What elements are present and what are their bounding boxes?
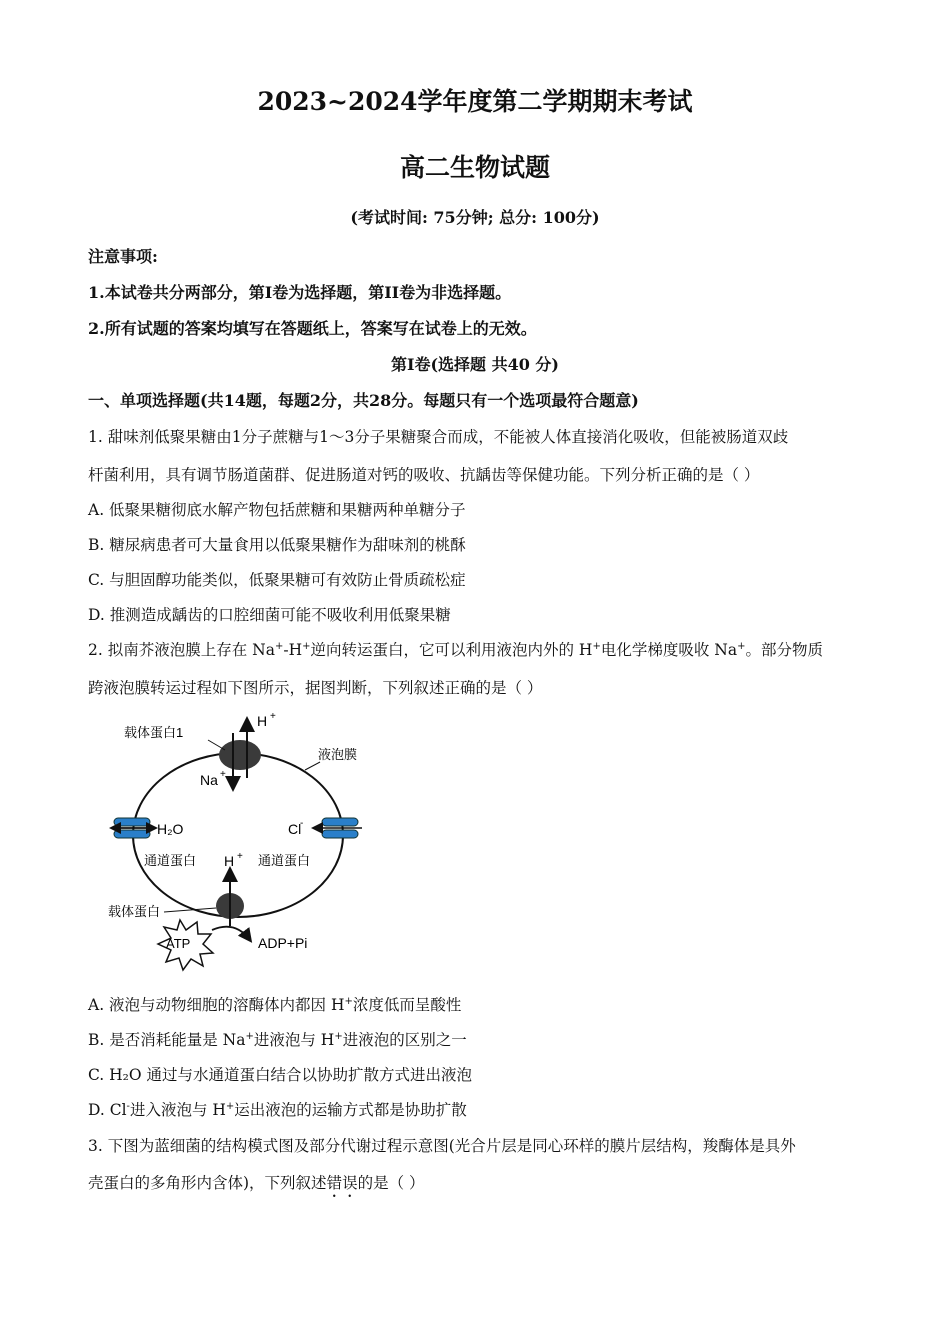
svg-text:+: +	[270, 711, 276, 722]
notice-item-2: 2.所有试题的答案均填写在答题纸上，答案写在试卷上的无效。	[88, 319, 537, 338]
h2o-label: H₂O	[157, 821, 184, 837]
vacuole-transport-diagram	[100, 708, 380, 978]
q1-option-c: C. 与胆固醇功能类似，低聚果糖可有效防止骨质疏松症	[88, 571, 466, 589]
q2-option-c: C. H₂O 通过与水通道蛋白结合以协助扩散方式进出液泡	[88, 1066, 473, 1084]
na-plus: Na	[200, 772, 218, 788]
atp-label: ATP	[166, 936, 191, 951]
q1-option-d: D. 推测造成龋齿的口腔细菌可能不吸收利用低聚果糖	[88, 606, 451, 624]
q2-stem-line2: 跨液泡膜转运过程如下图所示，据图判断，下列叙述正确的是（ ）	[88, 679, 543, 697]
q3-stem-line2: 壳蛋白的多角形内含体)，下列叙述错误的是（ ）	[88, 1174, 425, 1192]
q2-stem-line1: 2. 拟南芥液泡膜上存在 Na+-H+逆向转运蛋白，它可以利用液泡内外的 H+电化学梯度吸收 Na+。部分物质	[88, 640, 823, 659]
svg-text:+: +	[220, 769, 226, 780]
q3-emphasis: 错误	[326, 1174, 358, 1192]
carrier-protein-1-label: 载体蛋白1	[124, 725, 184, 740]
q2-option-b: B. 是否消耗能量是 Na+进液泡与 H+进液泡的区别之一	[88, 1030, 467, 1049]
group-title: 一、单项选择题(共14题，每题2分，共28分。每题只有一个选项最符合题意)	[88, 391, 639, 410]
q2-option-a: A. 液泡与动物细胞的溶酶体内都因 H+浓度低而呈酸性	[88, 995, 462, 1014]
cl-channel-upper	[322, 818, 358, 826]
exam-info: (考试时间: 75分钟; 总分: 100分)	[350, 208, 600, 227]
part-title: 第I卷(选择题 共40 分)	[390, 355, 560, 374]
channel-right-label: 通道蛋白	[258, 853, 311, 868]
water-channel-lower	[114, 830, 150, 838]
q2-option-d: D. Cl-进入液泡与 H+运出液泡的运输方式都是协助扩散	[88, 1100, 467, 1119]
exam-title: 2023~2024学年度第二学期期末考试	[257, 87, 693, 116]
carrier-protein-1	[219, 740, 261, 770]
q1-stem-line2: 杆菌利用，具有调节肠道菌群、促进肠道对钙的吸收、抗龋齿等保健功能。下列分析正确的是（ ）	[88, 466, 760, 484]
water-channel-upper	[114, 818, 150, 826]
channel-left-label: 通道蛋白	[144, 853, 197, 868]
cl-channel-lower	[322, 830, 358, 838]
adp-label: ADP+Pi	[258, 935, 308, 951]
membrane-label: 液泡膜	[318, 747, 358, 762]
notice-item-1: 1.本试卷共分两部分，第I卷为选择题，第II卷为非选择题。	[88, 283, 512, 302]
q1-stem-line1: 1. 甜味剂低聚果糖由1分子蔗糖与1～3分子果糖聚合而成，不能被人体直接消化吸收，但能被肠道双歧	[88, 428, 789, 446]
carrier-protein-label: 载体蛋白	[108, 904, 161, 919]
q1-option-a: A. 低聚果糖彻底水解产物包括蔗糖和果糖两种单糖分子	[88, 501, 466, 519]
cl-minus-label: Cl	[288, 821, 302, 837]
h-plus-top: H	[257, 713, 268, 729]
subject-title: 高二生物试题	[399, 153, 550, 182]
q3-stem-line1: 3. 下图为蓝细菌的结构模式图及部分代谢过程示意图(光合片层是同心环样的膜片层结构，羧酶体是具外	[88, 1137, 796, 1155]
svg-text:+: +	[237, 851, 243, 862]
q1-option-b: B. 糖尿病患者可大量食用以低聚果糖作为甜味剂的桃酥	[88, 536, 466, 554]
notice-heading: 注意事项:	[88, 247, 158, 266]
svg-text:-: -	[300, 818, 304, 829]
h-plus-bottom: H	[224, 853, 235, 869]
